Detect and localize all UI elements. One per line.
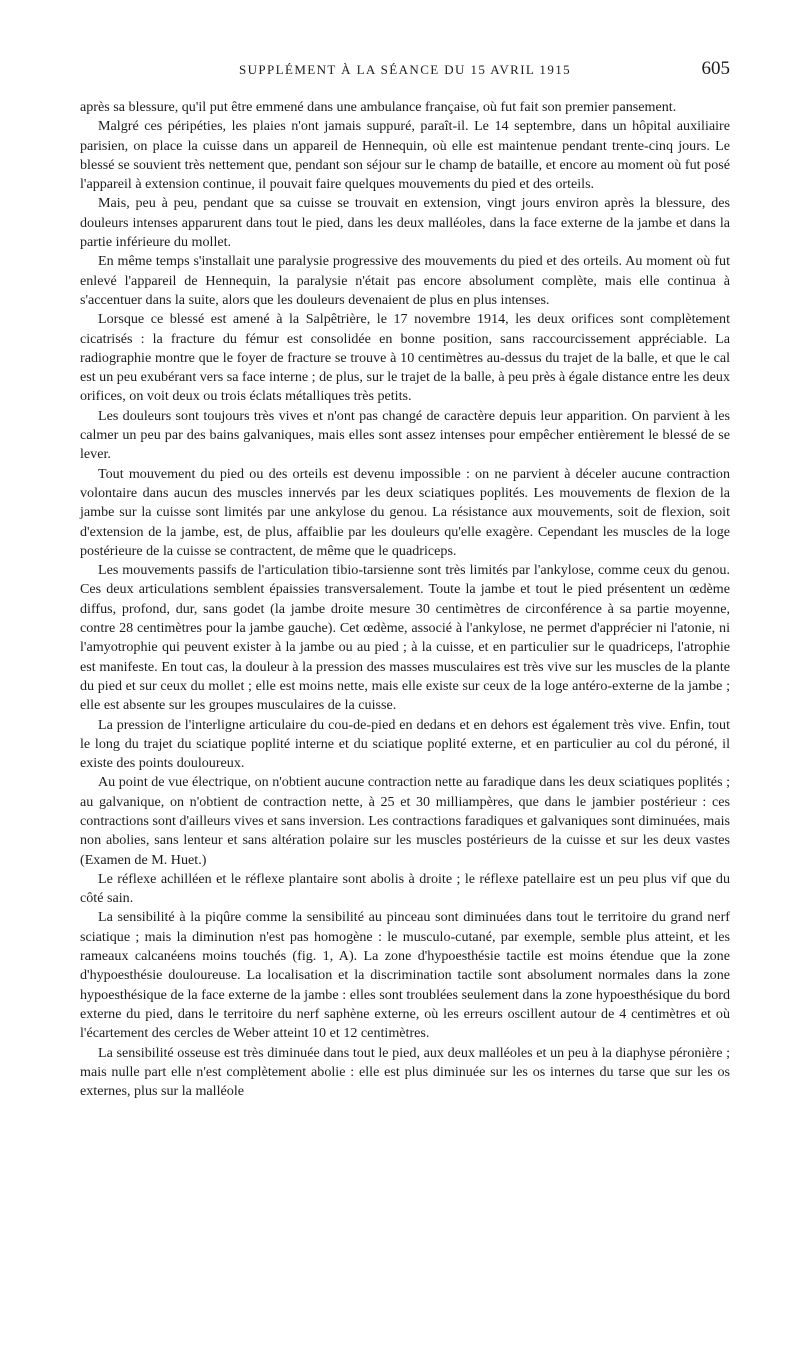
paragraph: Le réflexe achilléen et le réflexe plantaire sont abolis à droite ; le réflexe patellaire est un peu plus vif que du côté sain. xyxy=(80,870,730,907)
page-header xyxy=(80,58,730,88)
body-text xyxy=(80,98,730,1101)
paragraph: Tout mouvement du pied ou des orteils est devenu impossible : on ne parvient à déceler aucune contraction volontaire dans aucun des muscles innervés par les deux sciatiques poplités. Les mouvements de flexion de la jambe sur la cuisse sont limités par une ankylose du genou. La résistance aux mouvements, soit de flexion, soit d'extension de la jambe, est, de plus, affaiblie par les douleurs qu'elle exagère. Cependant les muscles de la loge postérieure de la cuisse se contractent, de même que le quadriceps. xyxy=(80,465,730,559)
paragraph-continuation: après sa blessure, qu'il put être emmené dans une ambulance française, où fut fait son premier pansement. xyxy=(80,99,677,115)
paragraph: Les mouvements passifs de l'articulation tibio-tarsienne sont très limités par l'ankylose, comme ceux du genou. Ces deux articulations semblent épaissies transversalement. Toute la jambe et tout le pied présentent un œdème diffus, profond, dur, sans godet (la jambe droite mesure 30 centimètres de circonférence à sa partie moyenne, contre 28 centimètres pour la jambe gauche). Cet œdème, associé à l'ankylose, ne permet d'apprécier ni l'atonie, ni l'amyotrophie qui peuvent exister à la jambe ou au pied ; à la cuisse, et en particulier sur le quadriceps, l'atrophie est manifeste. En tout cas, la douleur à la pression des masses musculaires est très vive sur les muscles de la plante du pied et sur ceux du mollet ; elle est moins nette, mais elle existe sur ceux de la loge antéro-externe de la jambe ; elle est absente sur les groupes musculaires de la cuisse. xyxy=(80,562,730,714)
paragraph: Au point de vue électrique, on n'obtient aucune contraction nette au faradique dans les deux sciatiques poplités ; au galvanique, on n'obtient de contraction nette, à 25 et 30 milliampères, que dans le jambier postérieur : ces contractions sont d'ailleurs vives et sans inversion. Les contractions faradiques et galvaniques sont diminuées, mais non abolies, sans lenteur et sans altération polaire sur les muscles postérieurs de la cuisse et sur les deux vastes (Examen de M. Huet.) xyxy=(80,774,730,868)
paragraph: Lorsque ce blessé est amené à la Salpêtrière, le 17 novembre 1914, les deux orifices sont complètement cicatrisés : la fracture du fémur est consolidée en bonne position, sans raccourcissement appréciable. La radiographie montre que le foyer de fracture se trouve à 10 centimètres au-dessus du trajet de la balle, et que le cal est un peu exubérant vers sa face interne ; de plus, sur le trajet de la balle, à peu près à égale distance entre les deux orifices, on voit deux ou trois éclats métalliques très petits. xyxy=(80,311,730,405)
paragraph: La pression de l'interligne articulaire du cou-de-pied en dedans et en dehors est également très vive. Enfin, tout le long du trajet du sciatique poplité interne et du sciatique poplité externe, et en particulier au col du péroné, il existe des points douloureux. xyxy=(80,716,730,772)
paragraph: Malgré ces péripéties, les plaies n'ont jamais suppuré, paraît-il. Le 14 septembre, dans un hôpital auxiliaire parisien, on place la cuisse dans un appareil de Hennequin, où elle est maintenue pendant trente-cinq jours. Le blessé se souvient très nettement que, pendant son séjour sur le champ de bataille, et encore au moment où fut posé l'appareil à extension continue, il pouvait faire quelques mouvements du pied et des orteils. xyxy=(80,118,730,193)
paragraph: Mais, peu à peu, pendant que sa cuisse se trouvait en extension, vingt jours environ après la blessure, des douleurs intenses apparurent dans tout le pied, dans les deux malléoles, dans la face externe de la jambe et dans la partie inférieure du mollet. xyxy=(80,195,730,251)
paragraph: En même temps s'installait une paralysie progressive des mouvements du pied et des orteils. Au moment où fut enlevé l'appareil de Hennequin, la paralysie n'était pas encore absolument complète, mais elle continua à s'accentuer dans la suite, alors que les douleurs devenaient de plus en plus intenses. xyxy=(80,253,730,308)
paragraph: Les douleurs sont toujours très vives et n'ont pas changé de caractère depuis leur apparition. On parvient à les calmer un peu par des bains galvaniques, mais elles sont assez intenses pour empêcher entièrement le blessé de se lever. xyxy=(80,407,730,463)
running-head: SUPPLÉMENT À LA SÉANCE DU 15 AVRIL 1915 xyxy=(238,62,572,77)
paragraph: La sensibilité osseuse est très diminuée dans tout le pied, aux deux malléoles et un peu à la diaphyse péronière ; mais nulle part elle n'est complètement abolie : elle est plus diminuée sur les os internes du tarse que sur les os externes, plus sur la malléole xyxy=(80,1044,730,1100)
page-number: 605 xyxy=(701,58,730,79)
paragraph: La sensibilité à la piqûre comme la sensibilité au pinceau sont diminuées dans tout le territoire du grand nerf sciatique ; mais la diminution n'est pas homogène : le musculo-cutané, par exemple, semble plus atteint, et les rameaux calcanéens moins touchés (fig. 1, A). La zone d'hypoesthésie tactile est moins étendue que la zone d'hypoesthésie douloureuse. La localisation et la discrimination tactile sont absolument normales dans la zone hypoesthésique de la face externe de la jambe : elles sont troublées seulement dans la zone hypoesthésique du bord externe du pied, dans le territoire du nerf saphène externe, où les erreurs oscillent autour de 4 centimètres et où l'écartement des cercles de Weber atteint 10 et 12 centimètres. xyxy=(80,909,730,1042)
